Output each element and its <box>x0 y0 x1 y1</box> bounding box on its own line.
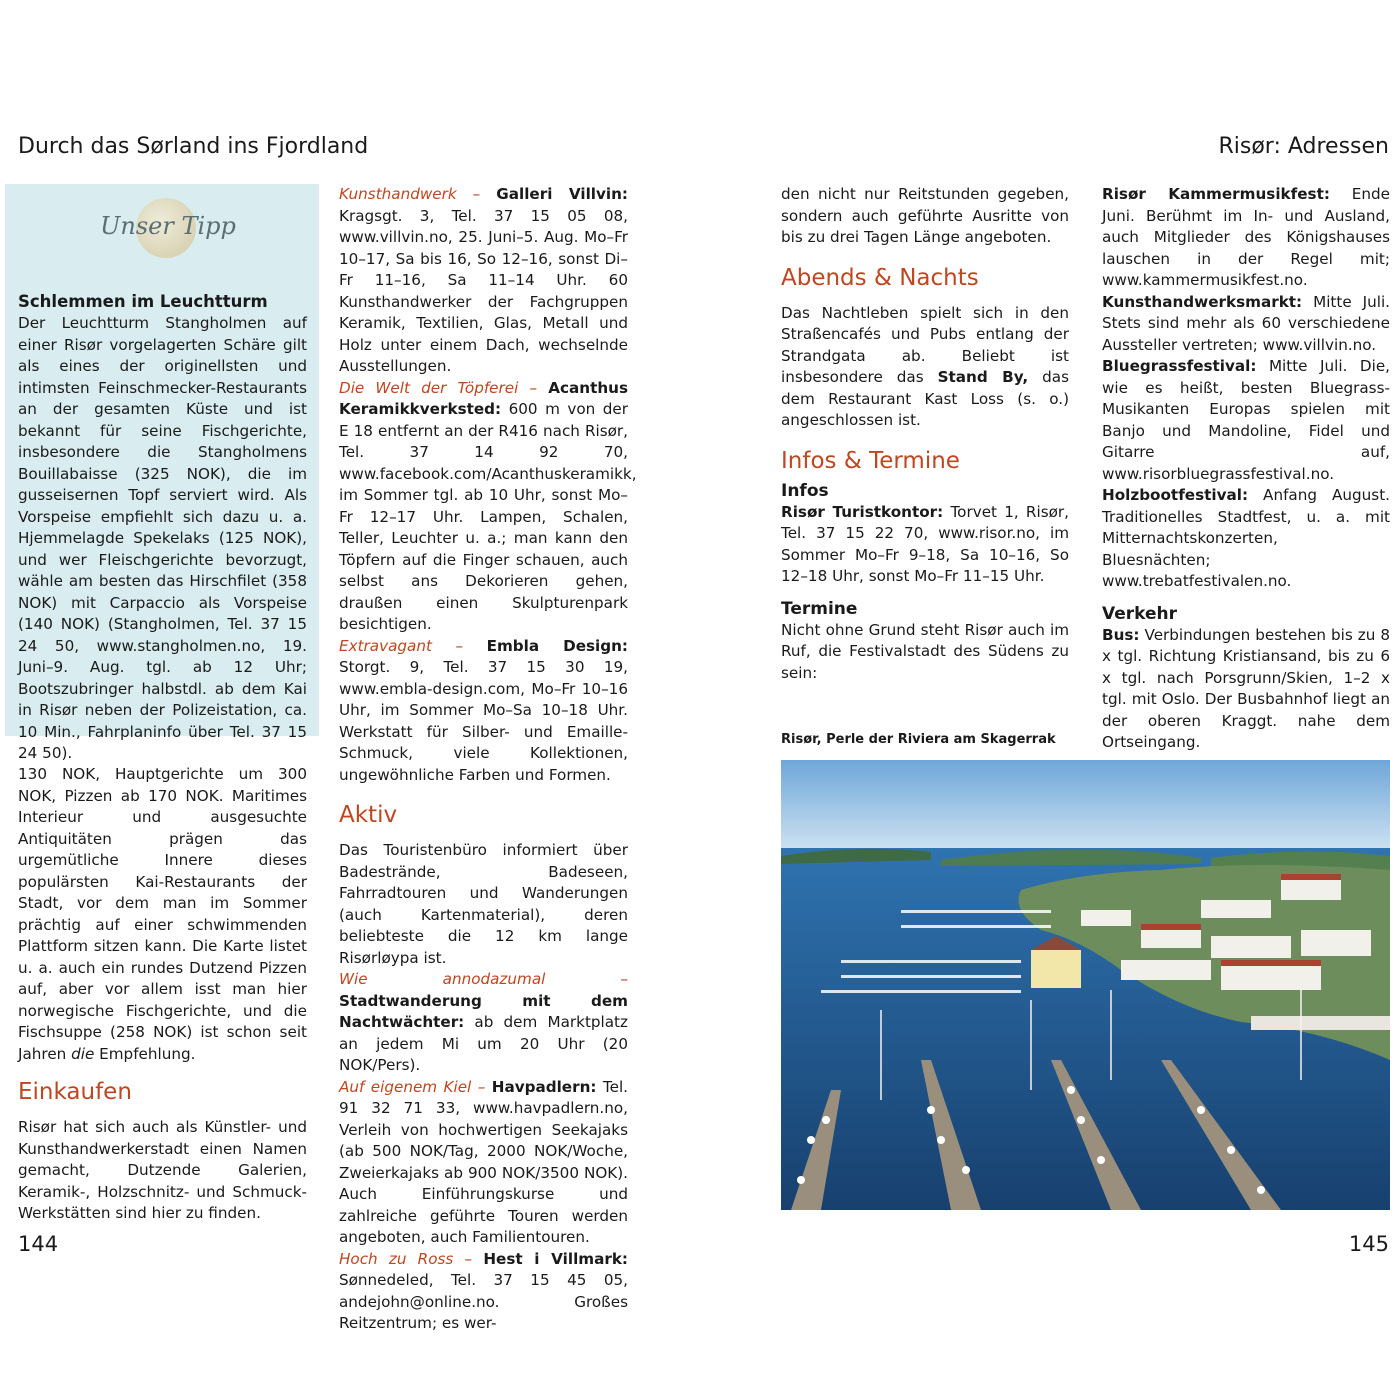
termine-text: Nicht ohne Grund steht Risør auch im Ruf, die Festivalstadt des Südens zu sein: <box>781 620 1069 682</box>
subheading-termine: Termine <box>781 598 858 619</box>
entry-stadtwanderung: Wie annodazumal – Stadtwanderung mit dem Nachtwächter: ab dem Marktplatz an jedem Mi um 20 Uhr (20 NOK/Pers). <box>339 970 628 1074</box>
verkehr-text: Bus: Verbindungen bestehen bis zu 8 x tgl. Richtung Kristiansand, bis zu 6 x tgl. nach Porsgrunn/Skien, 1–2 x tgl. mit Oslo. Der Busbahnhof liegt an der oberen Kraggt. nahe dem Ortseingang. <box>1102 625 1390 751</box>
reiten-continuation: den nicht nur Reitstunden gegeben, sondern auch geführte Ausritte von bis zu drei Tagen Länge angeboten. <box>781 185 1069 246</box>
tip-body: Der Leuchtturm Stangholmen auf einer Risør vorgelagerten Schäre gilt als eines der originellsten und intimsten Feinschmecker-Restaurants an der gesamten Küste und ist bekannt für seine Fischgerichte, insbesondere die Stangholmens Bouillabaisse (325 NOK), die im gusseisernen Topf serviert wird. Als Vorspeise empfiehlt sich dazu u. a. Hjemmelagde Spekelaks (125 NOK), und wer Fleischgerichte bevorzugt, wähle am besten das Hirschfilet (358 NOK) mit Carpaccio als Vorspeise (140 NOK) (Stangholmen, Tel. 37 15 24 50, www.stangholmen.no, 19. Juni–9. Aug. tgl. ab 12 Uhr; Bootszubringer halbstdl. ab dem Kai in Risør neben der Polizeistation, ca. 10 Min., Fahrplaninfo über Tel. 37 15 24 50). <box>18 314 307 762</box>
restaurant-continuation: 130 NOK, Hauptgerichte um 300 NOK, Pizzen ab 170 NOK. Maritimes Interieur und ausgesuchte Antiquitäten prägen das urgemütliche Innere dieses populärsten Kai-Restaurants der Stadt, vor dem man im Sommer prächtig auf einer schwimmenden Plattform sitzen kann. Die Karte listet u. a. auch ein rundes Dutzend Pizzen auf, aber vor allem isst man hier norwegische Fischgerichte, und die Fischsuppe (258 NOK) ist schon seit Jahren die Empfehlung. <box>18 765 307 1063</box>
einkaufen-intro: Risør hat sich auch als Künstler- und Kunsthandwerkerstadt einen Namen gemacht, Dutzende Galerien, Keramik-, Holzschnitz- und Schmuck-Werkstätten sind hier zu finden. <box>18 1118 307 1222</box>
infos-text: Risør Turistkontor: Torvet 1, Risør, Tel. 37 15 22 70, www.risor.no, im Sommer Mo–Fr 9–18, Sa 10–16, So 12–18 Uhr, sonst Mo–Fr 11–15 Uhr. <box>781 502 1069 585</box>
entry-galleri-villvin: Kunsthandwerk – Galleri Villvin: Kragsgt. 3, Tel. 37 15 05 08, www.villvin.no, 25. Juni–5. Aug. Mo–Fr 10–17, Sa bis 16, So 12–16, sonst Di–Fr 11–16, Sa 11–14 Uhr. 60 Kunsthandwerker der Fachgruppen Keramik, Textilien, Glas, Metall und Holz unter einem Dach, wechselnde Ausstellungen. <box>339 185 628 375</box>
entry-embla-design: Extravagant – Embla Design: Storgt. 9, Tel. 37 15 30 19, www.embla-design.com, Mo–Fr 10–16 Uhr, im Sommer Mo–Sa 10–18 Uhr. Werkstatt für Silber- und Emaille-Schmuck, viele Kollektionen, ungewöhnliche Farben und Formen. <box>339 636 628 784</box>
entry-acanthus: Die Welt der Töpferei – Acanthus Keramikkverksted: 600 m von der E 18 entfernt an der R416 nach Risør, Tel. 37 14 92 70, www.facebook.com/Acanthuskeramikk, im Sommer tgl. ab 10 Uhr, sonst Mo–Fr 12–17 Uhr. Lampen, Schalen, Teller, Leuchter u. a.; man kann den Töpfern auf die Finger schauen, auch selbst ans Dekorieren gehen, draußen einen Skulpturenpark besichtigen. <box>339 378 637 633</box>
subheading-infos: Infos <box>781 480 829 501</box>
heading-abends-nachts: Abends & Nachts <box>781 264 979 291</box>
festival-kammermusik: Risør Kammermusikfest: Ende Juni. Berühmt im In- und Ausland, auch Mitglieder des Königshauses lauschen in der Regel mit; www.kammermusikfest.no. <box>1102 185 1390 289</box>
tip-label: Unser Tipp <box>100 212 236 240</box>
heading-infos-termine: Infos & Termine <box>781 447 960 474</box>
harbor-photo <box>781 760 1390 1210</box>
running-header-left: Durch das Sørland ins Fjordland <box>18 134 369 159</box>
photo-caption: Risør, Perle der Riviera am Skagerrak <box>781 732 1056 747</box>
festival-kunsthandwerksmarkt: Kunsthandwerksmarkt: Mitte Juli. Stets sind mehr als 60 verschiedene Aussteller vertreten; www.villvin.no. <box>1102 292 1390 354</box>
running-header-right: Risør: Adressen <box>1218 134 1389 159</box>
subheading-verkehr: Verkehr <box>1102 603 1178 624</box>
festival-bluegrass: Bluegrassfestival: Mitte Juli. Die, wie es heißt, besten Bluegrass-Musikanten Europas spielen mit Banjo und Mandoline, Fidel und Gitarre auf, www.risorbluegrassfestival.no. <box>1102 357 1390 483</box>
column-3 <box>781 184 1069 684</box>
aktiv-intro: Das Touristenbüro informiert über Badestrände, Badeseen, Fahrradtouren und Wanderungen (auch Kartenmaterial), deren beliebteste die 12 km lange Risørløypa ist. <box>339 841 628 967</box>
column-2 <box>339 184 637 1335</box>
heading-einkaufen: Einkaufen <box>18 1079 132 1105</box>
tip-title: Schlemmen im Leuchtturm <box>18 292 268 311</box>
abends-text: Das Nachtleben spielt sich in den Straßencafés und Pubs entlang der Strandgata ab. Beliebt ist insbesondere das Stand By, das dem Restaurant Kast Loss (s. o.) angeschlossen ist. <box>781 303 1069 429</box>
festival-holzboot: Holzbootfestival: Anfang August. Traditionelles Stadtfest, u. a. mit Mitternachtskonzerten, Bluesnächten; www.trebatfestivalen.no. <box>1102 486 1390 590</box>
heading-aktiv: Aktiv <box>339 802 398 828</box>
column-4 <box>1102 184 1390 754</box>
page-number-left: 144 <box>18 1232 59 1256</box>
page-number-right: 145 <box>1348 1232 1389 1256</box>
unser-tipp-logo <box>98 198 238 268</box>
entry-havpadlern: Auf eigenem Kiel – Havpadlern: Tel. 91 32 71 33, www.havpadlern.no, Verleih von hochwertigen Seekajaks (ab 500 NOK/Tag, 2000 NOK/Woche, Zweierkajaks ab 900 NOK/3500 NOK). Auch Einführungskurse und zahlreiche geführte Touren werden angeboten, auch Familientouren. <box>339 1077 629 1246</box>
entry-hest-i-villmark: Hoch zu Ross – Hest i Villmark: Sønnedeled, Tel. 37 15 45 05, andejohn@online.no. Großes Reitzentrum; es wer- <box>339 1249 629 1332</box>
column-1 <box>18 764 307 1225</box>
tip-content <box>18 291 307 765</box>
